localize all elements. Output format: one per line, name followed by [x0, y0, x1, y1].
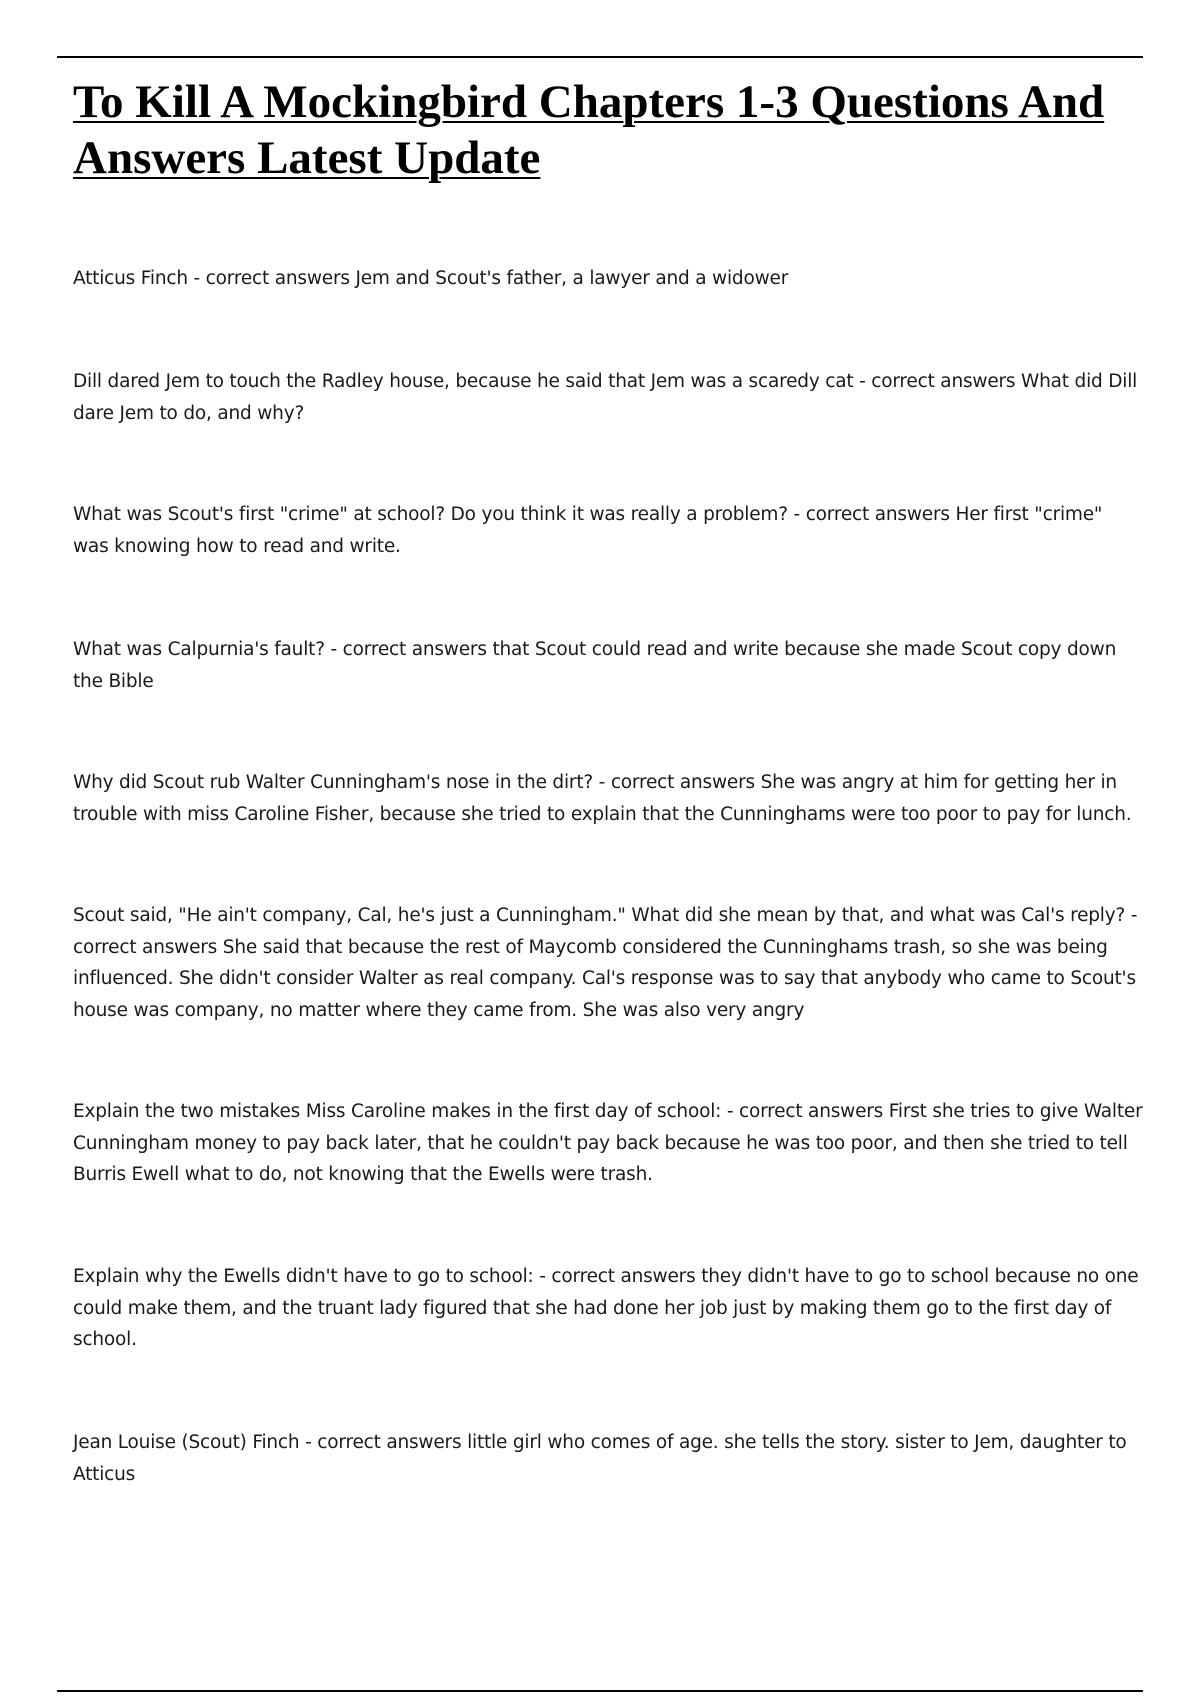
- qa-entry-scout-first-crime: What was Scout's first "crime" at school? Do you think it was really a problem? - correct answers Her first "crime" was knowing how to read and write.: [73, 504, 1103, 557]
- qa-entry-ewells-school: Explain why the Ewells didn't have to go to school: - correct answers they didn't have to go to school because no one could make them, and the truant lady figured that she had done her job just by making them go to the first day of school.: [73, 1266, 1139, 1350]
- qa-entry-miss-caroline-mistakes: Explain the two mistakes Miss Caroline makes in the first day of school: - correct answers First she tries to give Walter Cunningham money to pay back later, that he couldn't pay back because he was too poor, and then she tried to tell Burris Ewell what to do, not knowing that the Ewells were trash.: [73, 1101, 1143, 1185]
- document-title: To Kill A Mockingbird Chapters 1-3 Questions And Answers Latest Update: [73, 76, 1105, 184]
- qa-entry-calpurnia-fault: What was Calpurnia's fault? - correct answers that Scout could read and write because she made Scout copy down the Bible: [73, 639, 1117, 692]
- qa-entry-walter-nose: Why did Scout rub Walter Cunningham's nose in the dirt? - correct answers She was angry at him for getting her in trouble with miss Caroline Fisher, because she tried to explain that the Cunninghams were too poor to pay for lunch.: [73, 772, 1132, 825]
- qa-entry-aint-company: Scout said, "He ain't company, Cal, he's just a Cunningham." What did she mean by that, and what was Cal's reply? - correct answers She said that because the rest of Maycomb considered the Cunninghams trash, so she was being influenced. She didn't consider Walter as real company. Cal's response was to say that anybody who came to Scout's house was company, no matter where they came from. She was also very angry: [73, 905, 1138, 1021]
- bottom-rule: [57, 1690, 1143, 1692]
- qa-entry-atticus-finch: Atticus Finch - correct answers Jem and Scout's father, a lawyer and a widower: [73, 268, 789, 289]
- qa-entry-jean-louise-finch: Jean Louise (Scout) Finch - correct answers little girl who comes of age. she tells the story. sister to Jem, daughter to Atticus: [73, 1432, 1127, 1485]
- qa-entry-dill-dare: Dill dared Jem to touch the Radley house, because he said that Jem was a scaredy cat - correct answers What did Dill dare Jem to do, and why?: [73, 371, 1138, 424]
- top-rule: [57, 56, 1143, 58]
